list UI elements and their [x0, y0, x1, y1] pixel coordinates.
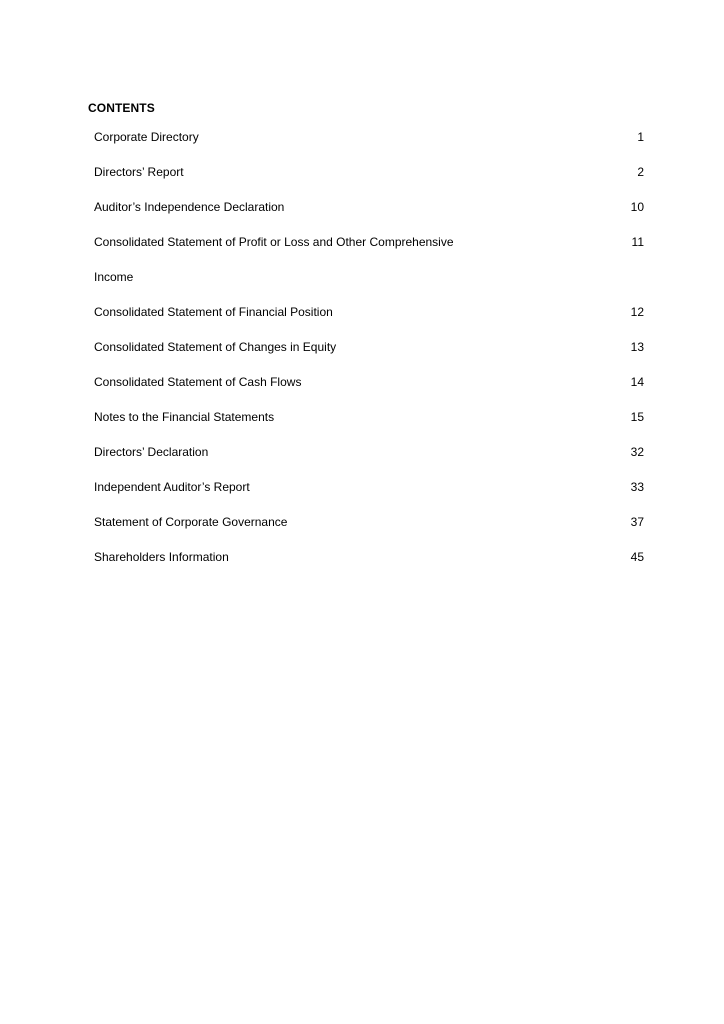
toc-entry-title: Statement of Corporate Governance: [94, 515, 288, 529]
toc-entry-page-number: 12: [630, 305, 644, 319]
toc-entry-title-continuation: Income: [94, 270, 134, 284]
toc-entry-title: Consolidated Statement of Cash Flows: [94, 375, 302, 389]
toc-entry-title: Corporate Directory: [94, 130, 199, 144]
toc-entry-page-number: 15: [630, 410, 644, 424]
contents-heading: CONTENTS: [88, 101, 155, 115]
toc-entry-directors-declaration[interactable]: [94, 444, 644, 479]
toc-entry-profit-or-loss-statement[interactable]: [94, 234, 644, 269]
toc-entry-auditors-independence-declaration[interactable]: [94, 199, 644, 234]
toc-entry-independent-auditors-report[interactable]: [94, 479, 644, 514]
toc-entry-corporate-governance-statement[interactable]: [94, 514, 644, 549]
toc-entry-title: Independent Auditor’s Report: [94, 480, 250, 494]
toc-entry-corporate-directory[interactable]: [94, 129, 644, 164]
toc-entry-page-number: 45: [630, 550, 644, 564]
toc-entry-title: Directors’ Report: [94, 165, 184, 179]
toc-entry-profit-or-loss-statement-continued[interactable]: [94, 269, 644, 304]
toc-entry-page-number: 1: [637, 130, 644, 144]
toc-entry-page-number: 13: [630, 340, 644, 354]
toc-entry-title: Directors’ Declaration: [94, 445, 209, 459]
toc-entry-title: Notes to the Financial Statements: [94, 410, 275, 424]
toc-entry-page-number: 37: [630, 515, 644, 529]
toc-entry-title: Shareholders Information: [94, 550, 229, 564]
toc-entry-page-number: 2: [637, 165, 644, 179]
table-of-contents: [94, 129, 644, 584]
toc-entry-page-number: 10: [630, 200, 644, 214]
toc-entry-title: Consolidated Statement of Financial Position: [94, 305, 333, 319]
toc-entry-page-number: 32: [630, 445, 644, 459]
toc-entry-financial-position-statement[interactable]: [94, 304, 644, 339]
toc-entry-page-number: 14: [630, 375, 644, 389]
toc-entry-title: Consolidated Statement of Profit or Loss and Other Comprehensive: [94, 235, 454, 249]
toc-entry-changes-in-equity-statement[interactable]: [94, 339, 644, 374]
toc-entry-page-number: 11: [631, 235, 644, 249]
toc-entry-page-number: 33: [630, 480, 644, 494]
toc-entry-shareholders-information[interactable]: [94, 549, 644, 584]
toc-entry-cash-flows-statement[interactable]: [94, 374, 644, 409]
toc-entry-notes-to-financial-statements[interactable]: [94, 409, 644, 444]
toc-entry-title: Consolidated Statement of Changes in Equity: [94, 340, 337, 354]
toc-entry-directors-report[interactable]: [94, 164, 644, 199]
toc-entry-title: Auditor’s Independence Declaration: [94, 200, 285, 214]
